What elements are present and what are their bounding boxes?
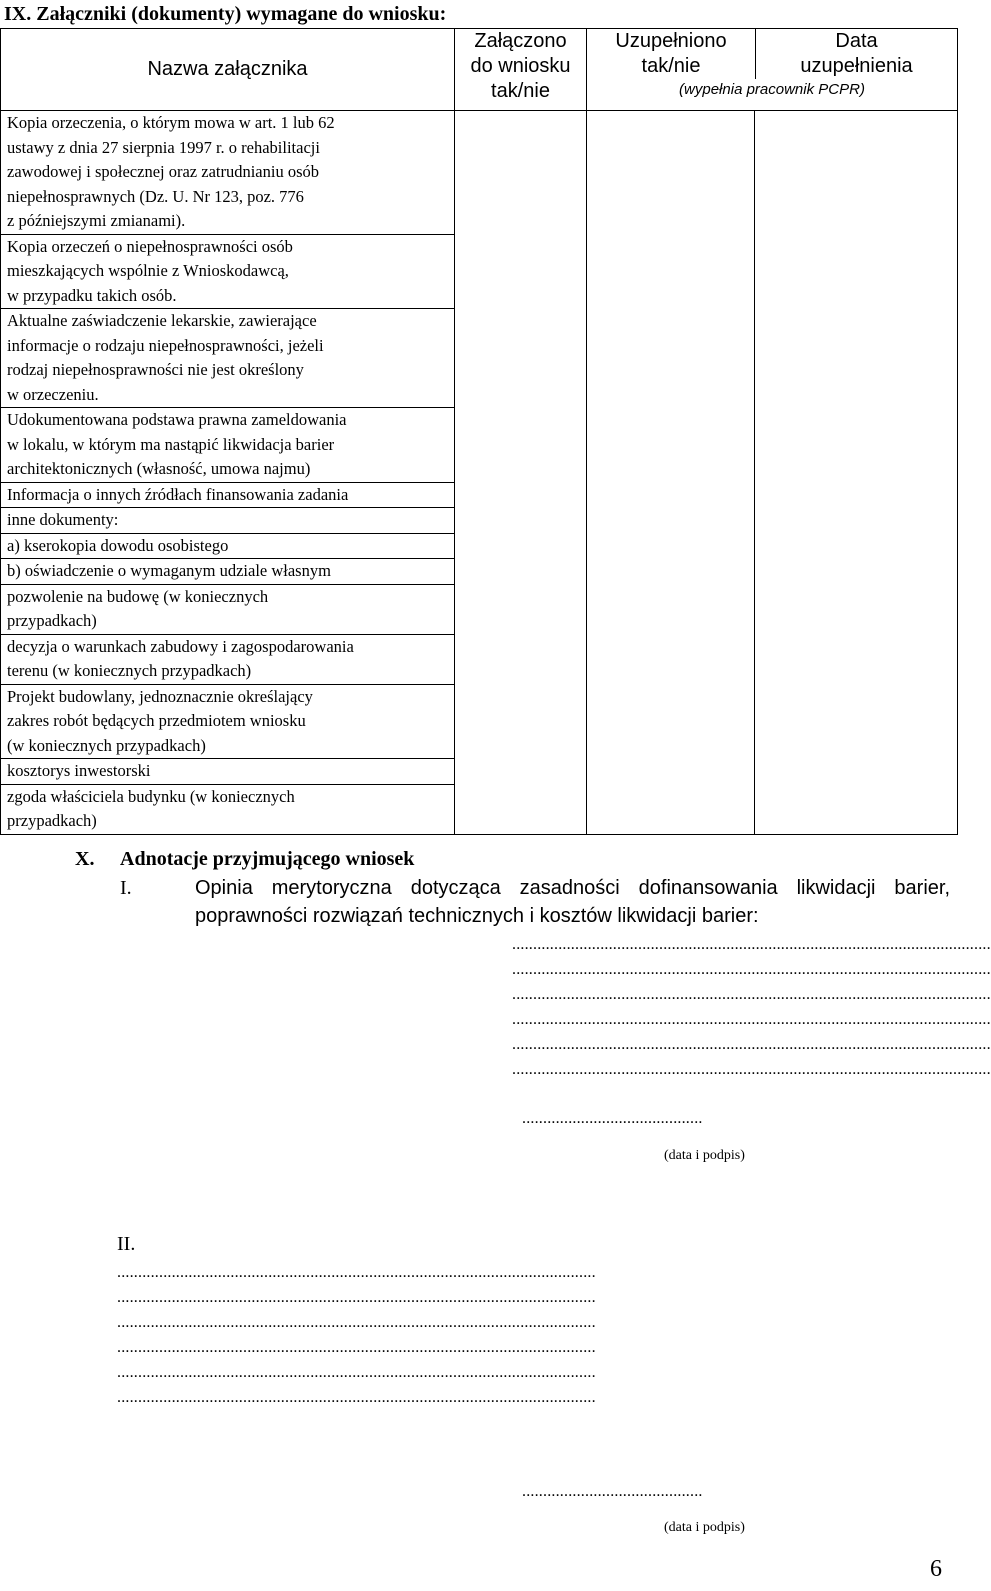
attachment-name-line: w orzeczeniu. [7, 384, 99, 404]
attachment-name-cell [1, 784, 455, 834]
item-ii-line-4: .................................................................................................................. [117, 1339, 596, 1356]
signature-label-1: (data i podpis) [664, 1148, 745, 1163]
attachments-table [0, 28, 958, 835]
attachment-name-line: rodzaj niepełnosprawności nie jest określony [7, 360, 304, 379]
header-supplemented [587, 29, 756, 79]
section-x-number: X. [75, 848, 95, 870]
opinion-line-6: .................................................................................................................. [512, 1061, 991, 1078]
attachment-name-cell [1, 684, 455, 759]
attachment-name-line: architektonicznych (własność, umowa najmu) [7, 459, 311, 478]
header-attached-line3: tak/nie [491, 80, 550, 102]
attachment-name-line: a) kserokopia dowodu osobistego [7, 535, 229, 555]
signature-line-2: ........................................... [522, 1483, 703, 1500]
attachment-name-cell [1, 309, 455, 408]
attached-cell[interactable] [455, 111, 587, 835]
table-row [1, 111, 958, 235]
opinion-item-text: Opinia merytoryczna dotycząca zasadności dofinansowania likwidacji barier, poprawności rozwiązań technicznych i kosztów likwidacji barier: [195, 877, 950, 927]
attachment-name-cell [1, 482, 455, 508]
attachment-name-line: ustawy z dnia 27 sierpnia 1997 r. o rehabilitacji [7, 137, 320, 157]
header-date [756, 29, 957, 79]
attachment-name-line: z późniejszymi zmianami). [7, 211, 186, 230]
opinion-line-1: .................................................................................................................. [512, 936, 991, 953]
attachment-name-cell [1, 759, 455, 785]
attachment-name-line: zawodowej i społecznej oraz zatrudnianiu osób [7, 162, 320, 181]
header-date-line2: uzupełnienia [800, 55, 913, 77]
attachment-name-line: kosztorys inwestorski [7, 761, 151, 780]
item-ii-line-5: .................................................................................................................. [117, 1364, 596, 1381]
attachment-name-line: Udokumentowana podstawa prawna zameldowania [7, 410, 347, 429]
item-ii-line-6: .................................................................................................................. [117, 1389, 596, 1406]
section-x-title: Adnotacje przyjmującego wniosek [120, 848, 415, 870]
attachment-name-line: inne dokumenty: [7, 510, 119, 529]
attachment-name-line: mieszkających wspólnie z Wnioskodawcą, [7, 261, 289, 280]
section-ix-title: IX. Załączniki (dokumenty) wymagane do wniosku: [4, 3, 447, 25]
header-name-label: Nazwa załącznika [147, 58, 308, 81]
attachment-name-line: niepełnosprawnych (Dz. U. Nr 123, poz. 776 [7, 186, 304, 206]
opinion-line-4: .................................................................................................................. [512, 1011, 991, 1028]
opinion-line-3: .................................................................................................................. [512, 986, 991, 1003]
item-ii-line-3: .................................................................................................................. [117, 1314, 596, 1331]
attachment-name-line: b) oświadczenie o wymaganym udziale własnym [7, 561, 331, 580]
attachment-name-line: Informacja o innych źródłach finansowania zadania [7, 484, 349, 504]
attachment-name-line: w przypadku takich osób. [7, 285, 177, 305]
attachment-name-line: zakres robót będących przedmiotem wniosku [7, 711, 306, 730]
item-ii-line-1: .................................................................................................................. [117, 1264, 596, 1281]
attachment-name-line: w lokalu, w którym ma nastąpić likwidacja barier [7, 434, 335, 454]
header-attached-line1: Załączono [474, 30, 567, 52]
attachment-name-cell [1, 634, 455, 684]
attachment-name-cell [1, 533, 455, 559]
date-cell[interactable] [755, 111, 958, 835]
attachment-name-cell [1, 111, 455, 235]
attachment-name-line: zgoda właściciela budynku (w koniecznych [7, 786, 295, 806]
signature-line-1: ........................................... [522, 1110, 703, 1127]
header-supplemented-line1: Uzupełniono [615, 30, 727, 52]
attachment-name-line: Kopia orzeczenia, o którym mowa w art. 1 lub 62 [7, 113, 335, 132]
attachment-name-line: Projekt budowlany, jednoznacznie określający [7, 686, 313, 706]
attachment-name-line: Aktualne zaświadczenie lekarskie, zawierające [7, 311, 317, 330]
attachment-name-line: decyzja o warunkach zabudowy i zagospodarowania [7, 636, 354, 656]
header-attachment-name [1, 29, 455, 111]
opinion-line-2: .................................................................................................................. [512, 961, 991, 978]
item-ii-line-2: .................................................................................................................. [117, 1289, 596, 1306]
attachment-name-line: przypadkach) [7, 611, 97, 630]
attachment-name-cell [1, 559, 455, 585]
signature-label-2: (data i podpis) [664, 1520, 745, 1535]
attachment-name-cell [1, 584, 455, 634]
header-note: (wypełnia pracownik PCPR) [679, 81, 865, 98]
opinion-line-5: .................................................................................................................. [512, 1036, 991, 1053]
header-date-line1: Data [835, 30, 878, 52]
opinion-item-number: I. [120, 877, 132, 899]
attachment-name-line: przypadkach) [7, 811, 97, 830]
attachment-name-cell [1, 234, 455, 309]
header-supplement-group [587, 29, 958, 111]
item-ii-number: II. [117, 1233, 136, 1255]
attachment-name-line: pozwolenie na budowę (w koniecznych [7, 586, 269, 606]
attachment-name-line: Kopia orzeczeń o niepełnosprawności osób [7, 236, 293, 256]
header-attached-line2: do wniosku [470, 55, 571, 77]
header-supplemented-line2: tak/nie [641, 55, 701, 77]
header-attached [455, 29, 587, 111]
attachment-name-line: terenu (w koniecznych przypadkach) [7, 661, 252, 680]
supplemented-cell[interactable] [587, 111, 755, 835]
page-number: 6 [930, 1556, 942, 1582]
attachment-name-cell [1, 408, 455, 483]
attachment-name-line: (w koniecznych przypadkach) [7, 735, 206, 755]
attachment-name-line: informacje o rodzaju niepełnosprawności, jeżeli [7, 335, 324, 355]
attachment-name-cell [1, 508, 455, 534]
